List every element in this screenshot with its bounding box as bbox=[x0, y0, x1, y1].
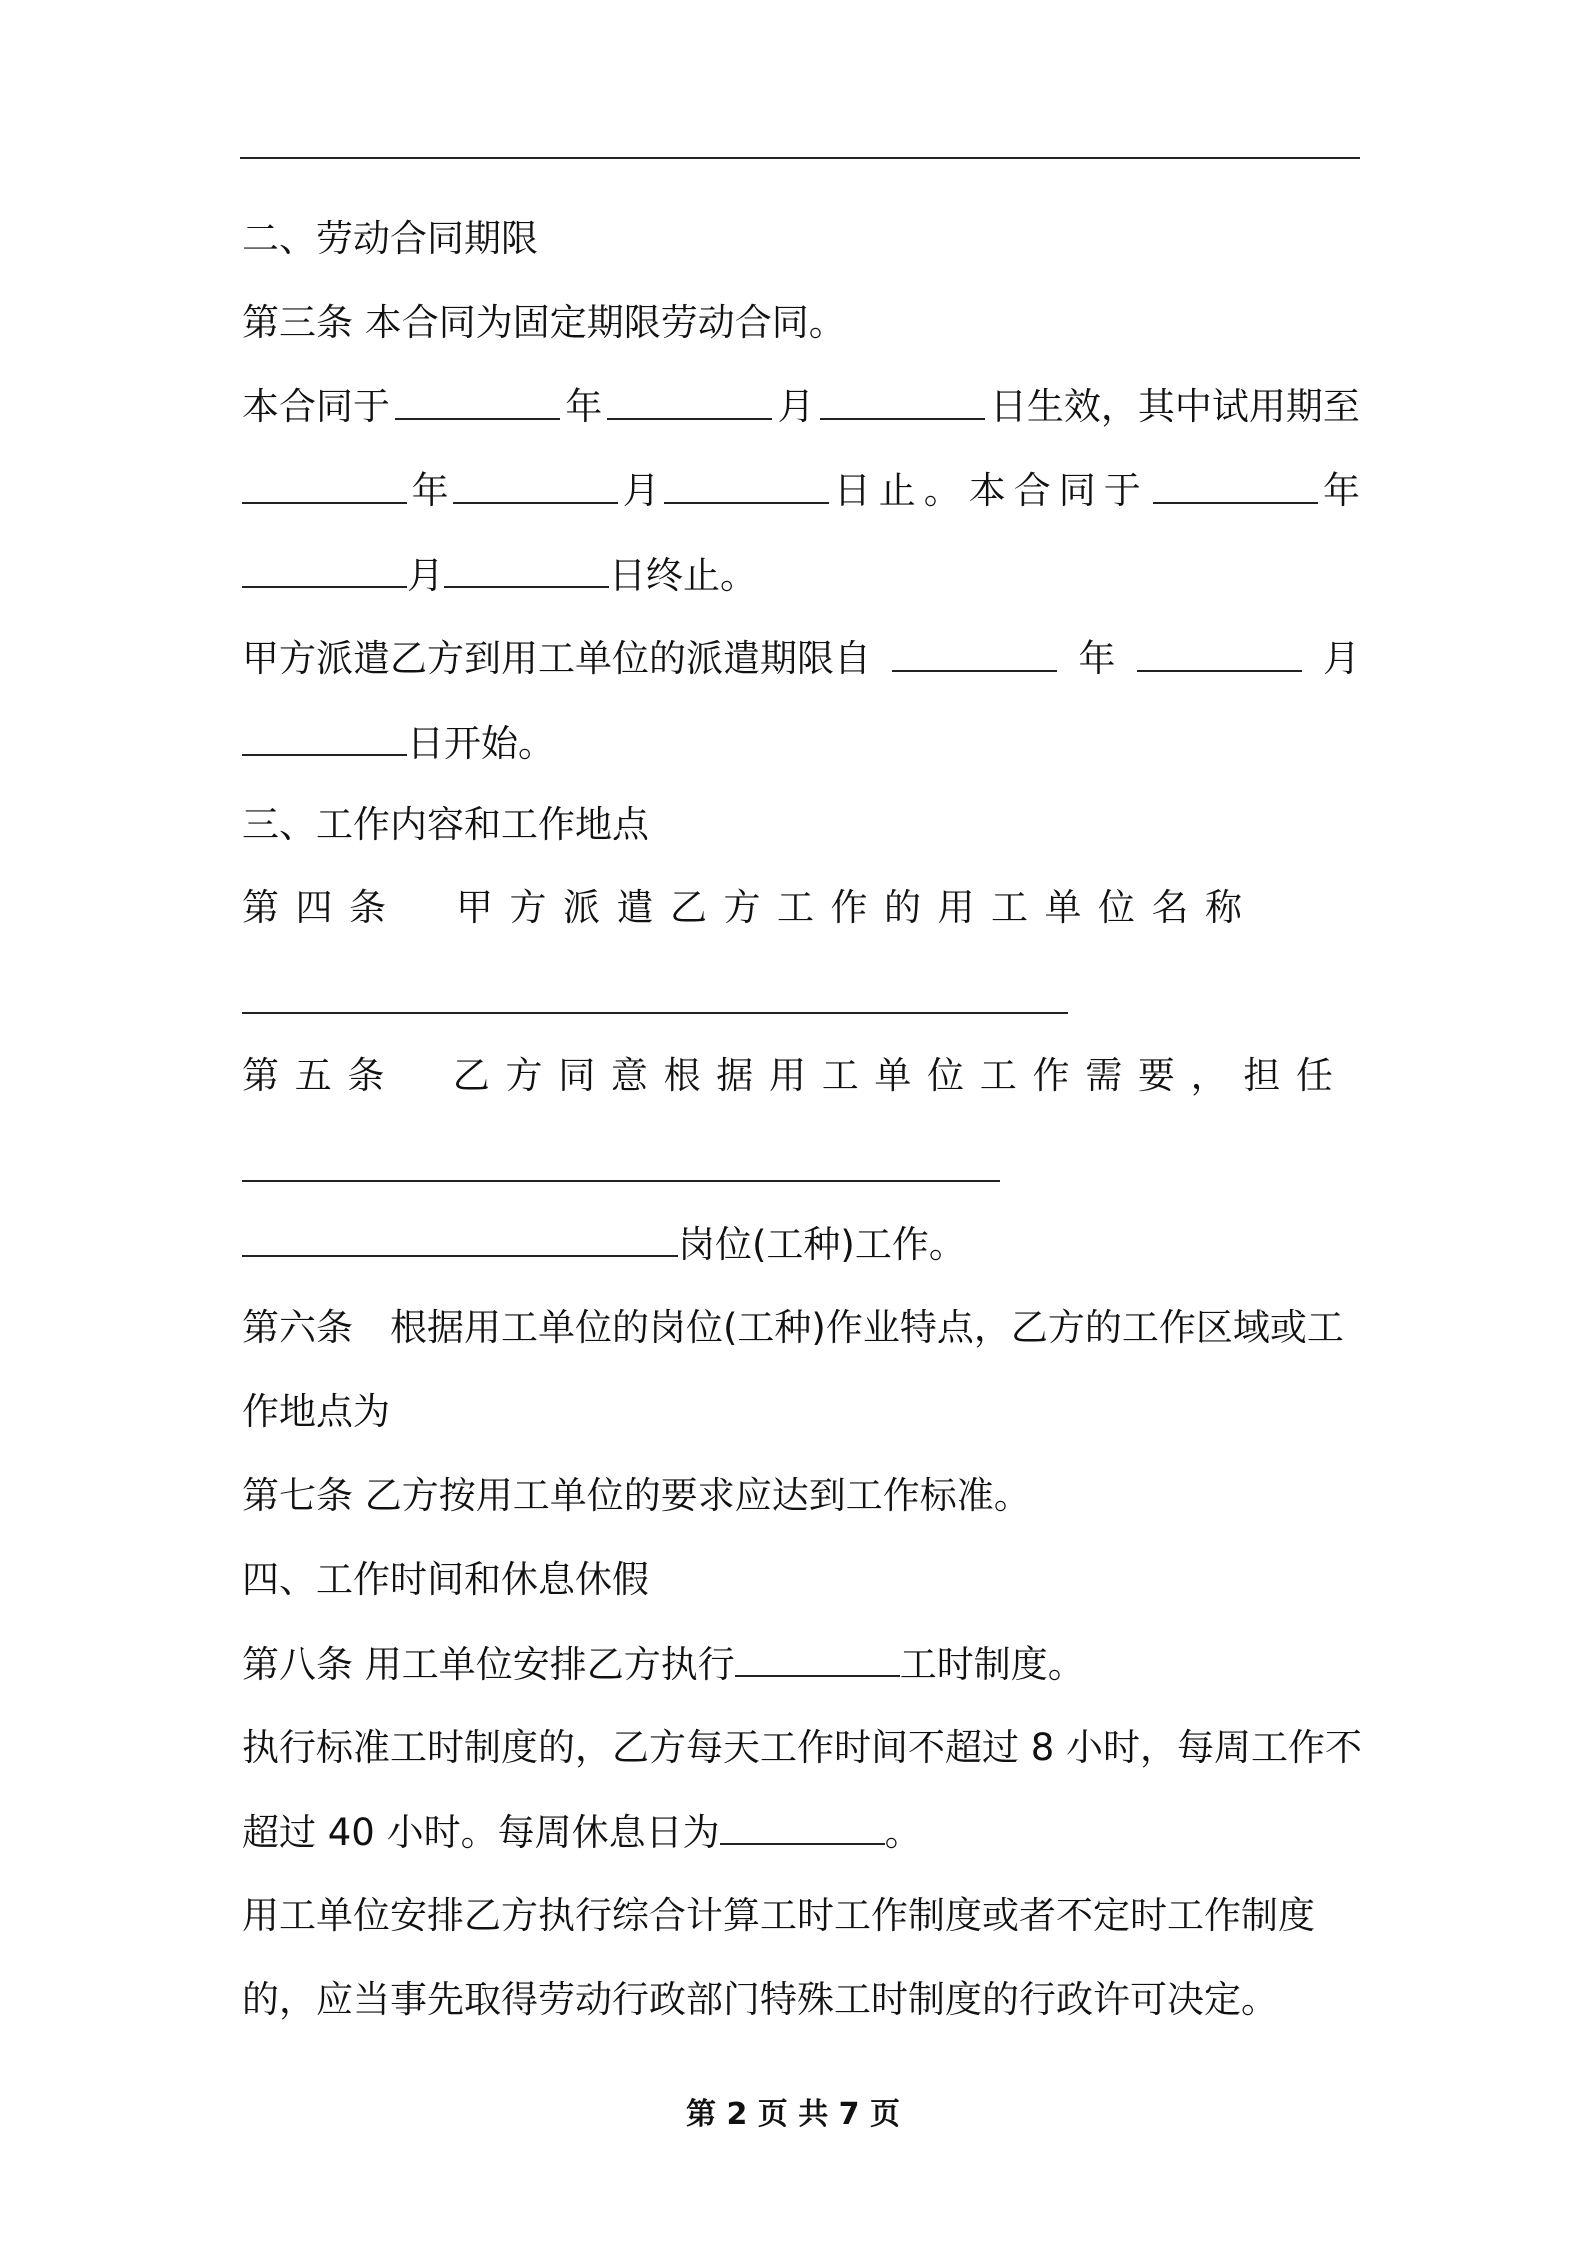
dispatch-period-line bbox=[242, 634, 1360, 684]
blank-month bbox=[1137, 634, 1302, 672]
section-heading-work: 三、工作内容和工作地点 bbox=[242, 803, 649, 846]
probation-end-line bbox=[242, 466, 1360, 516]
article-3: 第三条 本合同为固定期限劳动合同。 bbox=[242, 301, 846, 344]
text: 年 bbox=[1078, 637, 1116, 680]
dispatch-start-line bbox=[242, 718, 1360, 768]
blank-month bbox=[242, 550, 407, 588]
text: 月 bbox=[622, 469, 660, 512]
blank-month bbox=[453, 466, 618, 504]
article-4: 第四条 甲方派遣乙方工作的用工单位名称 bbox=[242, 886, 1259, 929]
text: 岗位(工种)工作。 bbox=[678, 1223, 966, 1266]
blank-year bbox=[892, 634, 1057, 672]
standard-hours-para: 执行标准工时制度的，乙方每天工作时间不超过 8 小时，每周工作不 bbox=[242, 1726, 1363, 1769]
text: 年 bbox=[565, 385, 603, 428]
text: 年 bbox=[411, 469, 449, 512]
termination-line bbox=[242, 550, 1360, 600]
special-hours-para-cont: 的，应当事先取得劳动行政部门特殊工时制度的行政许可决定。 bbox=[242, 1978, 1278, 2021]
text: 日终止。 bbox=[609, 554, 757, 597]
text: 月 bbox=[1323, 637, 1360, 680]
article-6: 第六条 根据用工单位的岗位(工种)作业特点，乙方的工作区域或工 bbox=[242, 1306, 1344, 1349]
blank-position-name bbox=[242, 1219, 678, 1257]
blank-hours-system bbox=[735, 1639, 900, 1677]
header-rule bbox=[240, 157, 1360, 159]
blank-position bbox=[242, 1180, 1000, 1182]
article-5: 第五条 乙方同意根据用工单位工作需要，担任 bbox=[242, 1054, 1349, 1097]
blank-year bbox=[1153, 466, 1318, 504]
text: 日止。本合同于 bbox=[833, 469, 1149, 512]
blank-day bbox=[444, 550, 609, 588]
text: 日生效，其中试用期至 bbox=[989, 385, 1360, 428]
blank-year bbox=[395, 382, 560, 420]
text: 甲方派遣乙方到用工单位的派遣期限自 bbox=[242, 637, 871, 680]
blank-day bbox=[242, 718, 407, 756]
blank-month bbox=[607, 382, 772, 420]
text: 月 bbox=[777, 385, 815, 428]
section-heading-hours: 四、工作时间和休息休假 bbox=[242, 1558, 649, 1601]
effective-date-line bbox=[242, 382, 1360, 432]
blank-year bbox=[242, 466, 407, 504]
blank-day bbox=[820, 382, 985, 420]
text: 超过 40 小时。每周休息日为 bbox=[242, 1811, 720, 1854]
article-8 bbox=[242, 1639, 1360, 1689]
weekly-rest-line bbox=[242, 1807, 1360, 1857]
blank-rest-day bbox=[720, 1807, 885, 1845]
text: 工时制度。 bbox=[899, 1643, 1085, 1686]
text: 本合同于 bbox=[242, 385, 390, 428]
text: 第八条 用工单位安排乙方执行 bbox=[242, 1643, 735, 1686]
article-6-cont: 作地点为 bbox=[242, 1390, 390, 1433]
article-7: 第七条 乙方按用工单位的要求应达到工作标准。 bbox=[242, 1474, 1031, 1517]
text: 月 bbox=[407, 554, 444, 597]
page-number: 第 2 页 共 7 页 bbox=[686, 2097, 900, 2132]
article-5-position-line bbox=[242, 1219, 1360, 1269]
text: 。 bbox=[884, 1811, 922, 1854]
text: 年 bbox=[1322, 469, 1360, 512]
section-heading-term: 二、劳动合同期限 bbox=[242, 217, 538, 260]
text: 日开始。 bbox=[407, 722, 555, 765]
blank-day bbox=[664, 466, 829, 504]
special-hours-para: 用工单位安排乙方执行综合计算工时工作制度或者不定时工作制度 bbox=[242, 1894, 1315, 1937]
blank-employer-name bbox=[242, 1012, 1068, 1014]
